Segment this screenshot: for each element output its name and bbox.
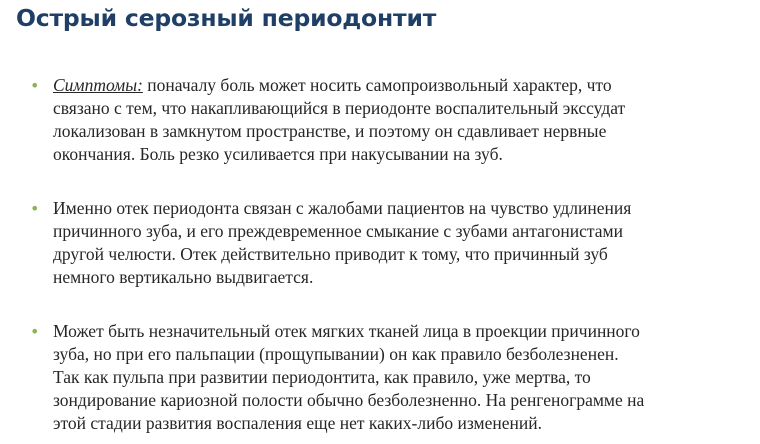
symptoms-body: поначалу боль может носить самопроизвольный характер, что связано с тем, что накапливающийся в периодонте воспалительный экссудат локализован в замкнутом пространстве, и поэтому он сдавливает нервные окончания. Боль резко усиливается при накусывании на зуб. [53,75,626,164]
bullet-dot-icon: • [30,199,40,218]
bullet-dot-icon: • [30,76,40,95]
bullet-text: Именно отек периодонта связан с жалобами пациентов на чувство удлинения причинного зуба, и его преждевременное смыкание с зубами антагонистами другой челюсти. Отек действительно приводит к тому, что причинный зуб немного вертикально выдвигается. [53,198,632,287]
bullet-dot-icon: • [30,322,40,341]
bullet-text: Может быть незначительный отек мягких тканей лица в проекции причинного зуба, но при его пальпации (прощупывании) он как правило безболезненен. Так как пульпа при развитии периодонтита, как правило, уже мертва, то зондирование кариозной полости обычно безболезненно. На ренгенограмме на этой стадии развития воспаления еще нет каких-либо изменений. [53,321,645,433]
slide-title: Острый серозный периодонтит [16,4,437,32]
bullet-text [53,74,760,166]
symptoms-lead-label: Симптомы: [53,75,143,95]
